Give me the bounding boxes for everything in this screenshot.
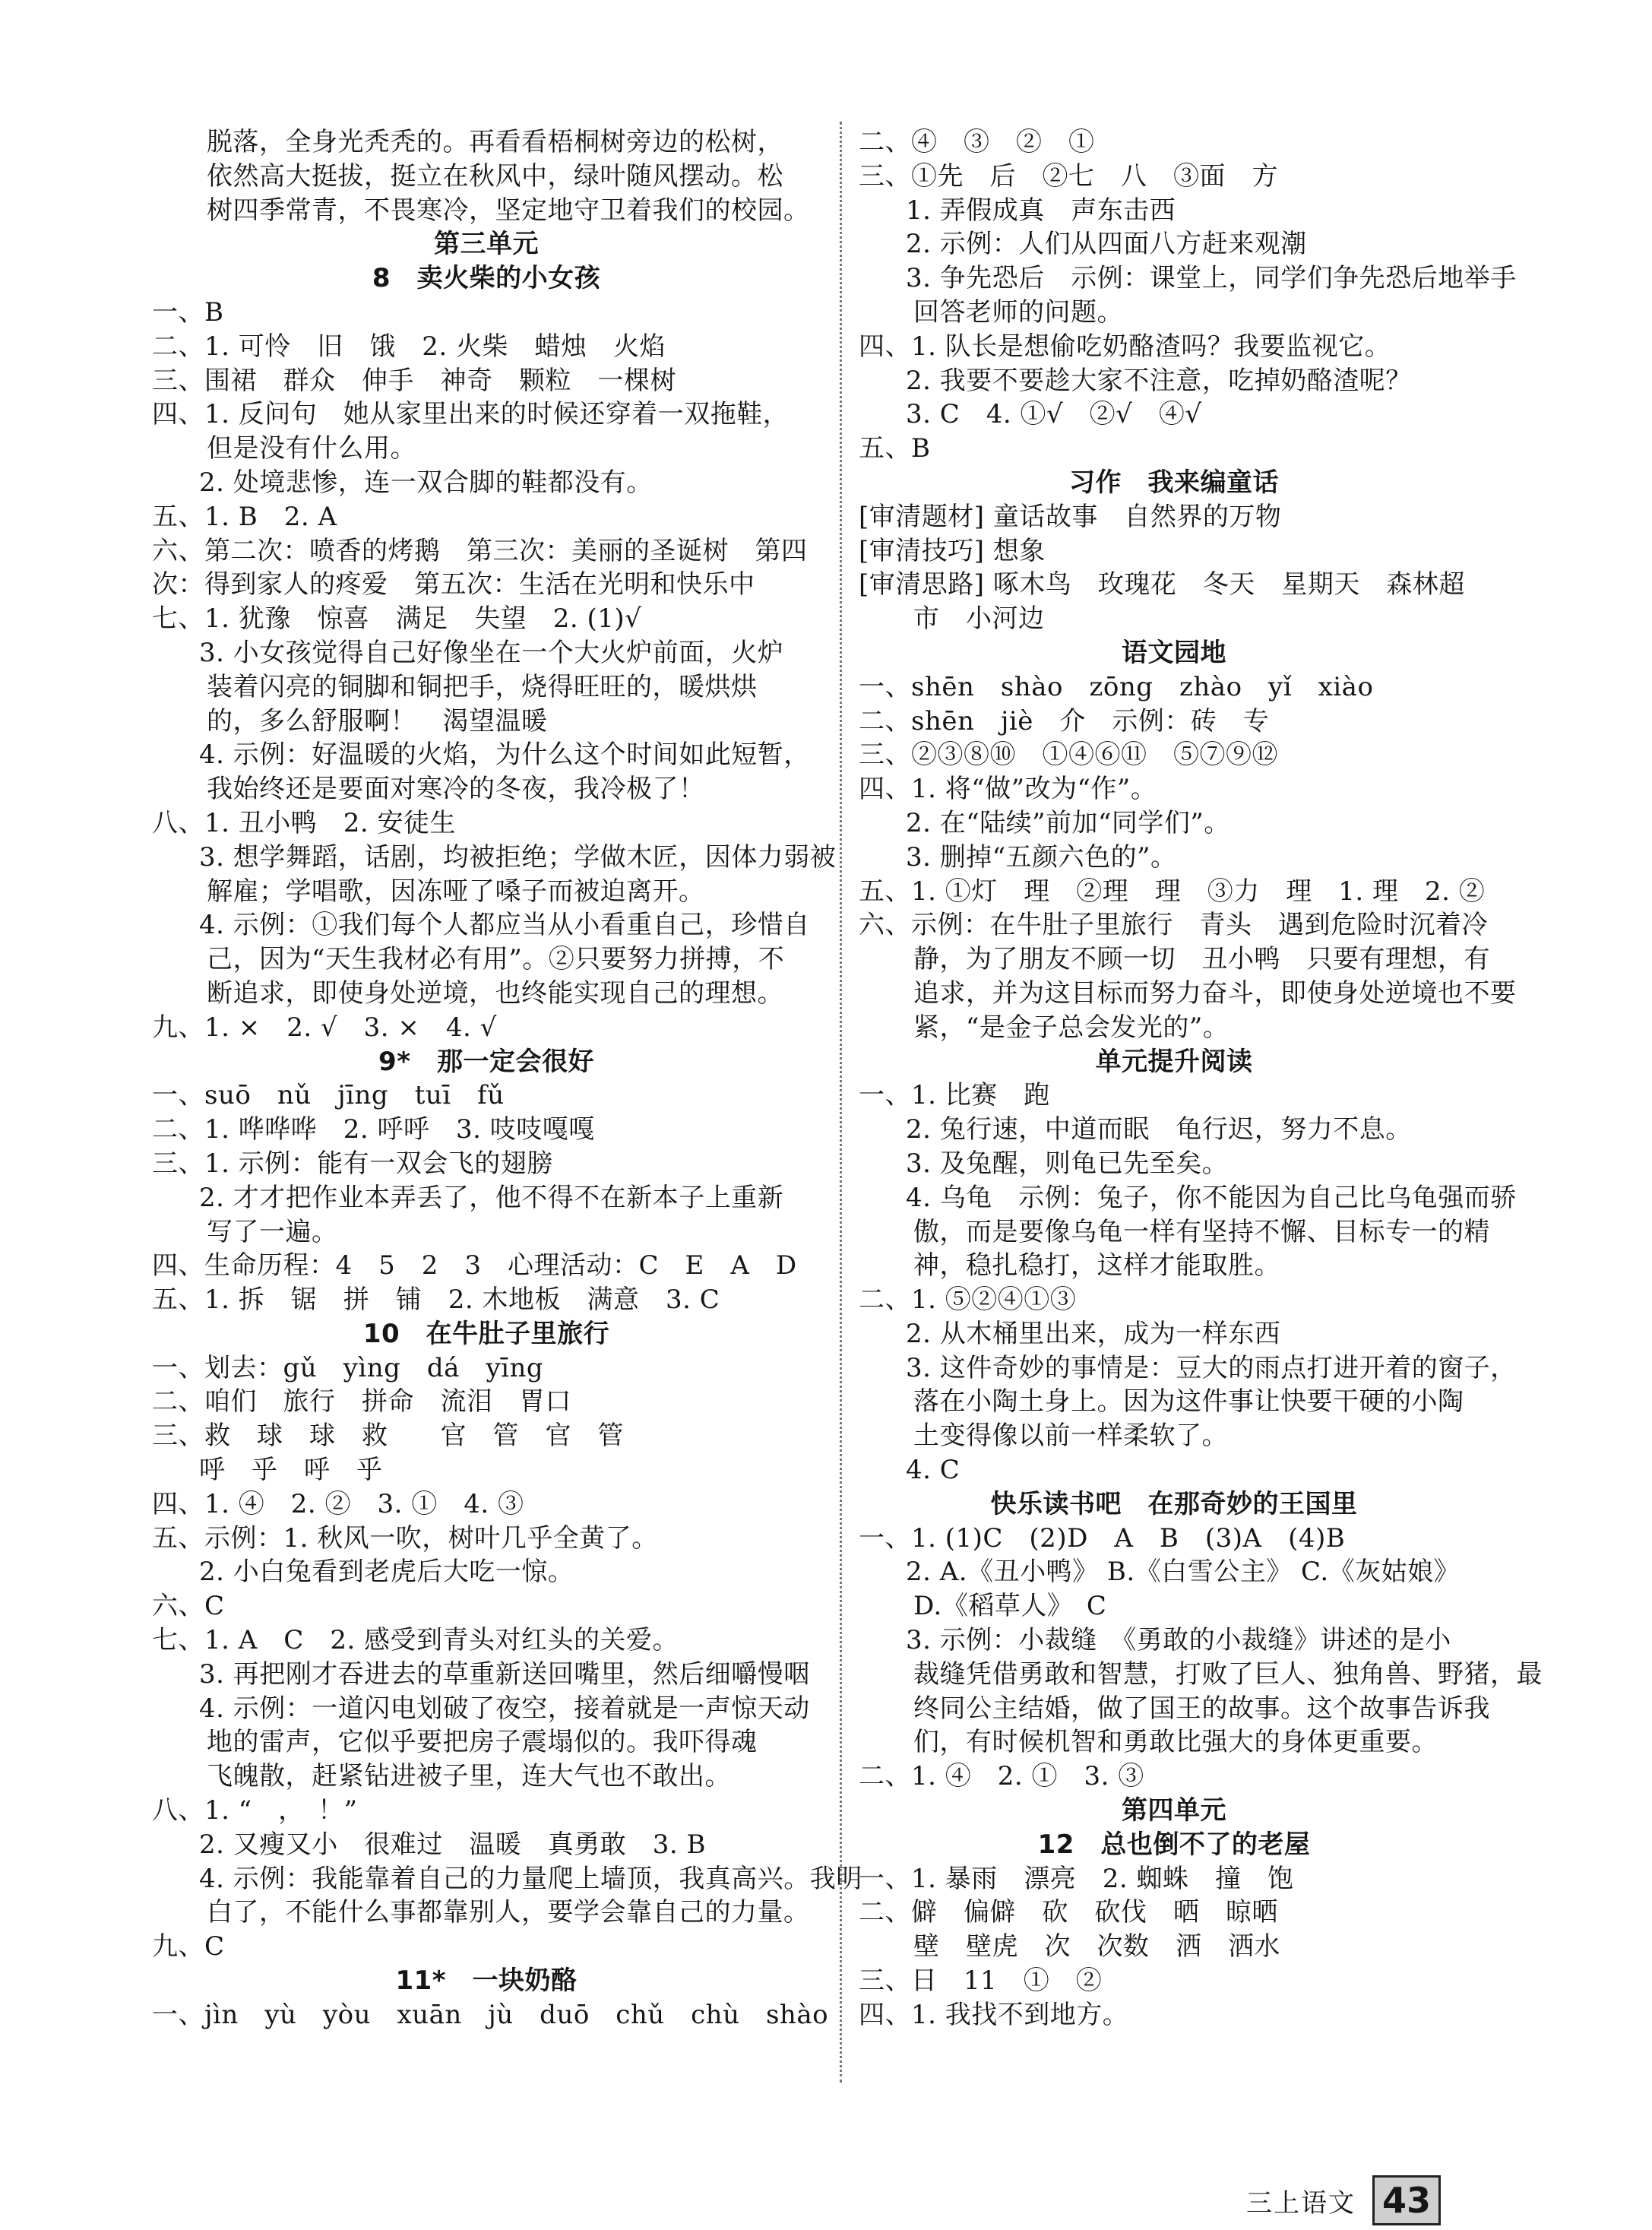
answer-line: 二、1. ④ 2. ① 3. ③ [859,1761,1144,1792]
answer-line: 三、②③⑧⑩ ①④⑥⑪ ⑤⑦⑨⑫ [859,740,1278,771]
answer-line: 2. 小白兔看到老虎后大吃一惊。 [199,1557,574,1588]
answer-line: 一、suō nǔ jīng tuī fǔ [152,1080,505,1111]
answer-line: 三、1. 示例：能有一双会飞的翅膀 [152,1148,553,1179]
answer-line: 六、示例：在牛肚子里旅行 青头 遇到危险时沉着冷 [859,910,1488,941]
section-heading: 第四单元 [1122,1795,1226,1826]
page-number: 43 [1372,2175,1441,2225]
answer-line: 3. 想学舞蹈，话剧，均被拒绝；学做木匠，因体力弱被 [199,841,837,873]
answer-line: 己，因为“天生我材必有用”。②只要努力拼搏，不 [207,944,785,975]
answer-line: 白了，不能什么事都靠别人，要学会靠自己的力量。 [207,1897,810,1928]
answer-line: 2. 在“陆续”前加“同学们”。 [906,807,1230,838]
answer-line: 的，多么舒服啊！ 渴望温暖 [207,705,548,736]
answer-line: 三、围裙 群众 伸手 神奇 颗粒 一棵树 [152,365,676,396]
answer-line: 脱落，全身光秃秃的。再看看梧桐树旁边的松树， [207,127,783,157]
answer-line: 2. 兔行速，中道而眠 龟行迟，努力不息。 [906,1114,1412,1145]
answer-line: 傲，而是要像乌龟一样有坚持不懈、目标专一的精 [913,1216,1490,1247]
answer-line: 4. C [906,1455,961,1486]
section-heading: 单元提升阅读 [1095,1046,1253,1077]
answer-line: D.《稻草人》 C [913,1591,1107,1622]
answer-line: [审清题材] 童话故事 自然界的万物 [859,501,1282,532]
right-answer-column [859,125,1543,2032]
answer-line: 次：得到家人的疼爱 第五次：生活在光明和快乐中 [152,569,755,600]
answer-line: [审清思路] 啄木鸟 玫瑰花 冬天 星期天 森林超 [859,569,1465,600]
answer-line: 六、C [152,1591,225,1622]
answer-line: 3. 示例：小裁缝 《勇敢的小裁缝》讲述的是小 [906,1625,1451,1656]
answer-line: 1. 弄假成真 声东击西 [906,195,1176,226]
answer-line: 3. C 4. ①√ ②√ ④√ [906,399,1202,430]
answer-line: 2. 才才把作业本弄丢了，他不得不在新本子上重新 [199,1182,784,1213]
answer-line: 神，稳扎稳打，这样才能取胜。 [913,1250,1280,1281]
answer-line: 二、咱们 旅行 拼命 流泪 胃口 [152,1386,571,1418]
answer-line: 2. 我要不要趁大家不注意，吃掉奶酪渣呢？ [906,365,1412,396]
answer-line: 四、1. 反问句 她从家里出来的时候还穿着一双拖鞋， [152,399,790,430]
answer-line: 2. A.《丑小鸭》 B.《白雪公主》 C.《灰姑娘》 [906,1557,1461,1588]
answer-line: 一、1. 暴雨 漂亮 2. 蜘蛛 撞 饱 [859,1863,1294,1894]
answer-line: 八、1. 丑小鸭 2. 安徒生 [152,807,456,838]
section-heading: 10 在牛肚子里旅行 [362,1318,610,1349]
answer-line: 们，有时候机智和勇敢比强大的身体更重要。 [913,1727,1438,1758]
answer-line: 四、1. ④ 2. ② 3. ① 4. ③ [152,1488,524,1519]
answer-line: 紧，“是金子总会发光的”。 [913,1012,1230,1043]
answer-line: 二、1. ⑤②④①③ [859,1284,1077,1316]
answer-line: 断追求，即使身处逆境，也终能实现自己的理想。 [207,977,783,1009]
answer-line: 落在小陶土身上。因为这件事让快要干硬的小陶 [913,1386,1464,1418]
answer-line: 写了一遍。 [207,1216,338,1247]
answer-line: 三、日 11 ① ② [859,1966,1103,1997]
answer-line: 二、1. 可怜 旧 饿 2. 火柴 蜡烛 火焰 [152,331,666,362]
answer-line: 土变得像以前一样柔软了。 [913,1421,1228,1452]
answer-line: 回答老师的问题。 [913,296,1123,328]
answer-line: 但是没有什么用。 [207,433,416,464]
answer-line: 4. 示例：一道闪电划破了夜空，接着就是一声惊天动 [199,1693,810,1724]
answer-line: 4. 示例：我能靠着自己的力量爬上墙顶，我真高兴。我明 [199,1863,862,1894]
section-heading: 11* 一块奶酪 [395,1966,578,1997]
answer-line: 四、生命历程：4 5 2 3 心理活动：C E A D [152,1250,797,1281]
answer-line: 4. 示例：好温暖的火焰，为什么这个时间如此短暂， [199,740,810,771]
answer-line: 2. 处境悲惨，连一双合脚的鞋都没有。 [199,467,653,498]
answer-line: 六、第二次：喷香的烤鹅 第三次：美丽的圣诞树 第四 [152,535,808,566]
answer-line: 追求，并为这目标而努力奋斗，即使身处逆境也不要 [913,977,1517,1009]
answer-line: 七、1. 犹豫 惊喜 满足 失望 2. (1)√ [152,603,642,635]
answer-line: [审清技巧] 想象 [859,535,1046,566]
answer-line: 终同公主结婚，做了国王的故事。这个故事告诉我 [913,1693,1490,1724]
answer-line: 二、1. 哗哗哗 2. 呼呼 3. 吱吱嘎嘎 [152,1114,595,1145]
section-heading: 第三单元 [434,229,539,260]
column-divider [840,122,842,2083]
answer-line: 四、1. 将“做”改为“作”。 [859,774,1157,805]
answer-line: 壁 壁虎 次 次数 洒 洒水 [913,1931,1280,1962]
answer-line: 2. 又瘦又小 很难过 温暖 真勇敢 3. B [199,1829,706,1860]
answer-line: 一、1. 比赛 跑 [859,1080,1050,1111]
answer-line: 市 小河边 [913,603,1045,635]
section-heading: 语文园地 [1122,637,1226,668]
answer-line: 三、①先 后 ②七 八 ③面 方 [859,160,1278,192]
left-answer-column [152,125,862,2032]
answer-line: 3. 争先恐后 示例：课堂上，同学们争先恐后地举手 [906,263,1517,294]
answer-line: 我始终还是要面对寒冷的冬夜，我冷极了！ [207,774,705,805]
answer-line: 九、1. × 2. √ 3. × 4. √ [152,1012,497,1043]
section-heading: 8 卖火柴的小女孩 [372,263,601,294]
answer-line: 五、示例：1. 秋风一吹，树叶几乎全黄了。 [152,1522,658,1554]
section-heading: 12 总也倒不了的老屋 [1037,1829,1311,1860]
answer-line: 四、1. 我找不到地方。 [859,1999,1129,2030]
answer-line: 一、jìn yù yòu xuān jù duō chǔ chù shào [152,1999,829,2030]
answer-line: 3. 及兔醒，则龟已先至矣。 [906,1148,1229,1179]
section-heading: 习作 我来编童话 [1069,467,1279,498]
answer-line: 一、B [152,296,224,328]
answer-line: 一、shēn shào zōng zhào yǐ xiào [859,671,1374,702]
answer-line: 依然高大挺拔，挺立在秋风中，绿叶随风摆动。松 [207,160,783,192]
answer-line: 4. 示例：①我们每个人都应当从小看重自己，珍惜自 [199,910,810,941]
answer-line: 八、1. “ ， ！” [152,1795,358,1826]
answer-line: 二、僻 偏僻 砍 砍伐 晒 晾晒 [859,1897,1278,1928]
page-footer [1246,2174,1441,2227]
answer-line: 裁缝凭借勇敢和智慧，打败了巨人、独角兽、野猪，最 [913,1658,1543,1690]
answer-line: 2. 示例：人们从四面八方赶来观潮 [906,229,1307,260]
answer-line: 五、1. ①灯 理 ②理 理 ③力 理 1. 理 2. ② [859,876,1486,907]
answer-line: 树四季常青，不畏寒冷，坚定地守卫着我们的校园。 [207,195,810,226]
answer-line: 三、救 球 球 救 官 管 官 管 [152,1421,624,1452]
answer-line: 3. 删掉“五颜六色的”。 [906,841,1177,873]
answer-line: 静，为了朋友不顾一切 丑小鸭 只要有理想，有 [913,944,1490,975]
answer-line: 五、1. B 2. A [152,501,337,532]
book-label: 三上语文 [1246,2187,1356,2219]
answer-line: 呼 乎 呼 乎 [199,1455,383,1486]
answer-line: 一、1. (1)C (2)D A B (3)A (4)B [859,1522,1346,1554]
answer-line: 二、④ ③ ② ① [859,127,1095,157]
section-heading: 快乐读书吧 在那奇妙的王国里 [990,1488,1358,1519]
answer-line: 解雇；学唱歌，因冻哑了嗓子而被迫离开。 [207,876,705,907]
answer-line: 3. 这件奇妙的事情是：豆大的雨点打进开着的窗子， [906,1352,1517,1383]
section-heading: 9* 那一定会很好 [378,1046,594,1077]
answer-line: 四、1. 队长是想偷吃奶酪渣吗？我要监视它。 [859,331,1391,362]
answer-line: 装着闪亮的铜脚和铜把手，烧得旺旺的，暖烘烘 [207,671,758,702]
answer-line: 3. 小女孩觉得自己好像坐在一个大火炉前面，火炉 [199,637,784,668]
answer-line: 飞魄散，赶紧钻进被子里，连大气也不敢出。 [207,1761,731,1792]
answer-line: 4. 乌龟 示例：兔子，你不能因为自己比乌龟强而骄 [906,1182,1517,1213]
answer-line: 五、B [859,433,931,464]
answer-line: 五、1. 拆 锯 拼 铺 2. 木地板 满意 3. C [152,1284,720,1316]
answer-line: 一、划去：gǔ yìng dá yīng [152,1352,544,1383]
answer-line: 2. 从木桶里出来，成为一样东西 [906,1318,1281,1349]
answer-line: 七、1. A C 2. 感受到青头对红头的关爱。 [152,1625,679,1656]
answer-line: 3. 再把刚才吞进去的草重新送回嘴里，然后细嚼慢咽 [199,1658,810,1690]
answer-line: 二、shēn jiè 介 示例：砖 专 [859,705,1270,736]
answer-line: 九、C [152,1931,225,1962]
answer-line: 地的雷声，它似乎要把房子震塌似的。我吓得魂 [207,1727,758,1758]
